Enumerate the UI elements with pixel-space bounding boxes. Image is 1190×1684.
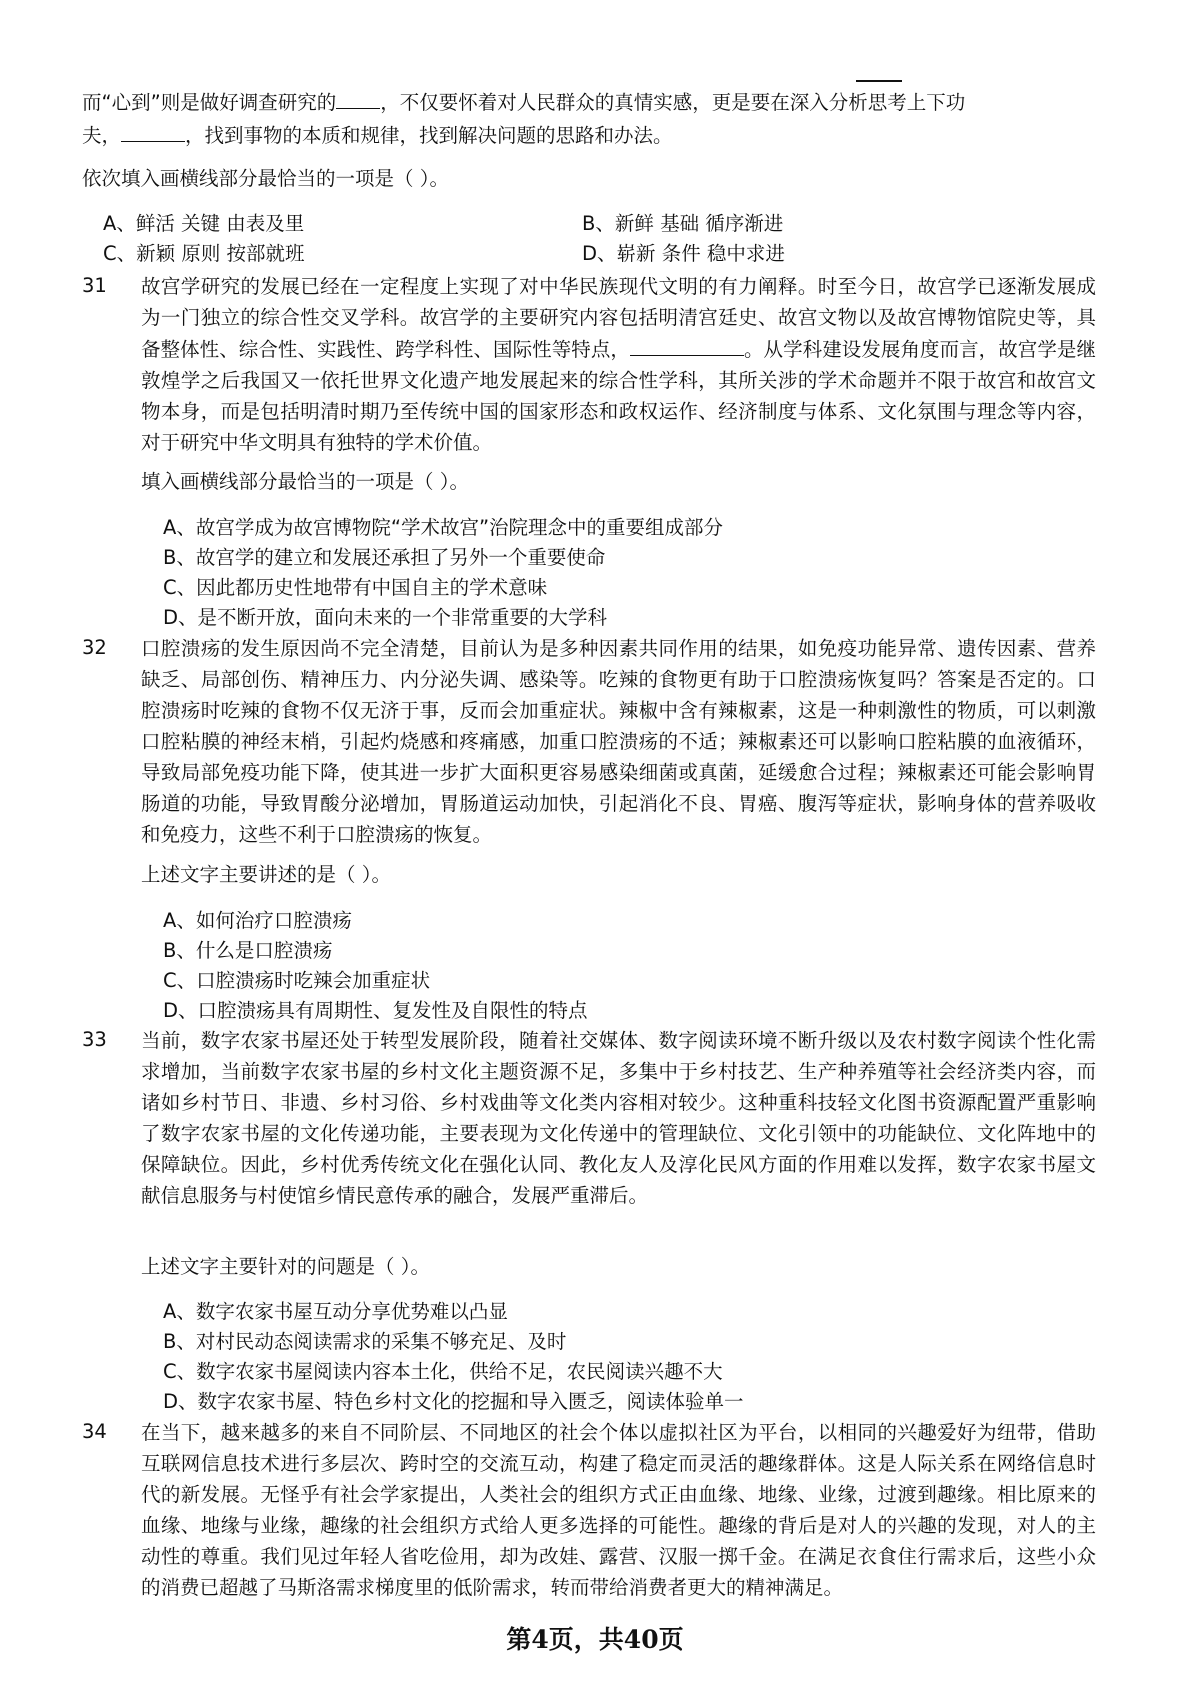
question-prompt: 填入画横线部分最恰当的一项是（ ）。 <box>141 470 469 493</box>
intro-line-1: 而“心到”则是做好调查研究的 ，不仅要怀着对人民群众的真情实感，更是要在深入分析思考上下功 <box>82 86 965 118</box>
option-b: B、对村民动态阅读需求的采集不够充足、及时 <box>163 1330 567 1353</box>
question-prompt: 依次填入画横线部分最恰当的一项是（ ）。 <box>82 167 449 190</box>
intro-line-2: 夫， ，找到事物的本质和规律，找到解决问题的思路和办法。 <box>82 119 673 151</box>
fill-blank <box>121 119 185 142</box>
answer-blank-line <box>856 80 902 82</box>
question-number: 31 <box>82 274 107 297</box>
option-c: C、因此都历史性地带有中国自主的学术意味 <box>163 576 548 599</box>
option-d: D、数字农家书屋、特色乡村文化的挖掘和导入匮乏，阅读体验单一 <box>163 1390 744 1413</box>
option-a: A、如何治疗口腔溃疡 <box>163 909 352 932</box>
question-prompt: 上述文字主要讲述的是（ ）。 <box>141 863 391 886</box>
option-c: C、口腔溃疡时吃辣会加重症状 <box>163 969 431 992</box>
option-d: D、口腔溃疡具有周期性、复发性及自限性的特点 <box>163 999 588 1022</box>
option-a: A、鲜活 关键 由表及里 <box>103 212 305 235</box>
question-passage: 在当下，越来越多的来自不同阶层、不同地区的社会个体以虚拟社区为平台，以相同的兴趣爱好为纽带，借助互联网信息技术进行多层次、跨时空的交流互动，构建了稳定而灵活的趣缘群体。这是人际关系在网络信息时代的新发展。无怪乎有社会学家提出，人类社会的组织方式正由血缘、地缘、业缘，过渡到趣缘。相比原来的血缘、地缘与业缘，趣缘的社会组织方式给人更多选择的可能性。趣缘的背后是对人的兴趣的发现，对人的主动性的尊重。我们见过年轻人省吃俭用，却为改娃、露营、汉服一掷千金。在满足衣食住行需求后，这些小众的消费已超越了马斯洛需求梯度里的低阶需求，转而带给消费者更大的精神满足。 <box>141 1421 1096 1599</box>
option-b: B、新鲜 基础 循序渐进 <box>582 212 784 235</box>
question-passage: 当前，数字农家书屋还处于转型发展阶段，随着社交媒体、数字阅读环境不断升级以及农村数字阅读个性化需求增加，当前数字农家书屋的乡村文化主题资源不足，多集中于乡村技艺、生产种养殖等社会经济类内容，而诸如乡村节日、非遗、乡村习俗、乡村戏曲等文化类内容相对较少。这种重科技轻文化图书资源配置严重影响了数字农家书屋的文化传递功能，主要表现为文化传递中的管理缺位、文化引领中的功能缺位、文化阵地中的保障缺位。因此，乡村优秀传统文化在强化认同、教化友人及淳化民风方面的作用难以发挥，数字农家书屋文献信息服务与村使馆乡情民意传承的融合，发展严重滞后。 <box>141 1029 1096 1207</box>
option-d: D、崭新 条件 稳中求进 <box>582 242 785 265</box>
option-b: B、什么是口腔溃疡 <box>163 939 333 962</box>
option-c: C、新颖 原则 按部就班 <box>103 242 305 265</box>
question-number: 32 <box>82 636 107 659</box>
question-passage: 故宫学研究的发展已经在一定程度上实现了对中华民族现代文明的有力阐释。时至今日，故宫学已逐渐发展成为一门独立的综合性交叉学科。故宫学的主要研究内容包括明清宫廷史、故宫文物以及故宫博物馆院史等，具备整体性、综合性、实践性、跨学科性、国际性等特点， 。从学科建设发展角度而言，故宫学是继敦煌学之后我国又一依托世界文化遗产地发展起来的综合性学科，其所关涉的学术命题并不限于故宫和故宫文物本身，而是包括明清时期乃至传统中国的国家形态和政权运作、经济制度与体系、文化氛围与理念等内容，对于研究中华文明具有独特的学术价值。 <box>141 275 1096 454</box>
fill-blank <box>630 333 744 356</box>
fill-blank <box>336 86 380 109</box>
question-number: 34 <box>82 1420 107 1443</box>
option-a: A、故宫学成为故宫博物院“学术故宫”治院理念中的重要组成部分 <box>163 516 724 539</box>
option-c: C、数字农家书屋阅读内容本土化，供给不足，农民阅读兴趣不大 <box>163 1360 723 1383</box>
option-a: A、数字农家书屋互动分享优势难以凸显 <box>163 1300 508 1323</box>
option-d: D、是不断开放，面向未来的一个非常重要的大学科 <box>163 606 608 629</box>
option-b: B、故宫学的建立和发展还承担了另外一个重要使命 <box>163 546 606 569</box>
page-footer: 第4页，共40页 <box>506 1625 684 1654</box>
question-passage: 口腔溃疡的发生原因尚不完全清楚，目前认为是多种因素共同作用的结果，如免疫功能异常、遗传因素、营养缺乏、局部创伤、精神压力、内分泌失调、感染等。吃辣的食物更有助于口腔溃疡恢复吗？答案是否定的。口腔溃疡时吃辣的食物不仅无济于事，反而会加重症状。辣椒中含有辣椒素，这是一种刺激性的物质，可以刺激口腔粘膜的神经末梢，引起灼烧感和疼痛感，加重口腔溃疡的不适；辣椒素还可以影响口腔粘膜的血液循环，导致局部免疫功能下降，使其进一步扩大面积更容易感染细菌或真菌，延缓愈合过程；辣椒素还可能会影响胃肠道的功能，导致胃酸分泌增加，胃肠道运动加快，引起消化不良、胃癌、腹泻等症状，影响身体的营养吸收和免疫力，这些不利于口腔溃疡的恢复。 <box>141 637 1096 846</box>
question-number: 33 <box>82 1028 107 1051</box>
question-prompt: 上述文字主要针对的问题是（ ）。 <box>141 1255 430 1278</box>
